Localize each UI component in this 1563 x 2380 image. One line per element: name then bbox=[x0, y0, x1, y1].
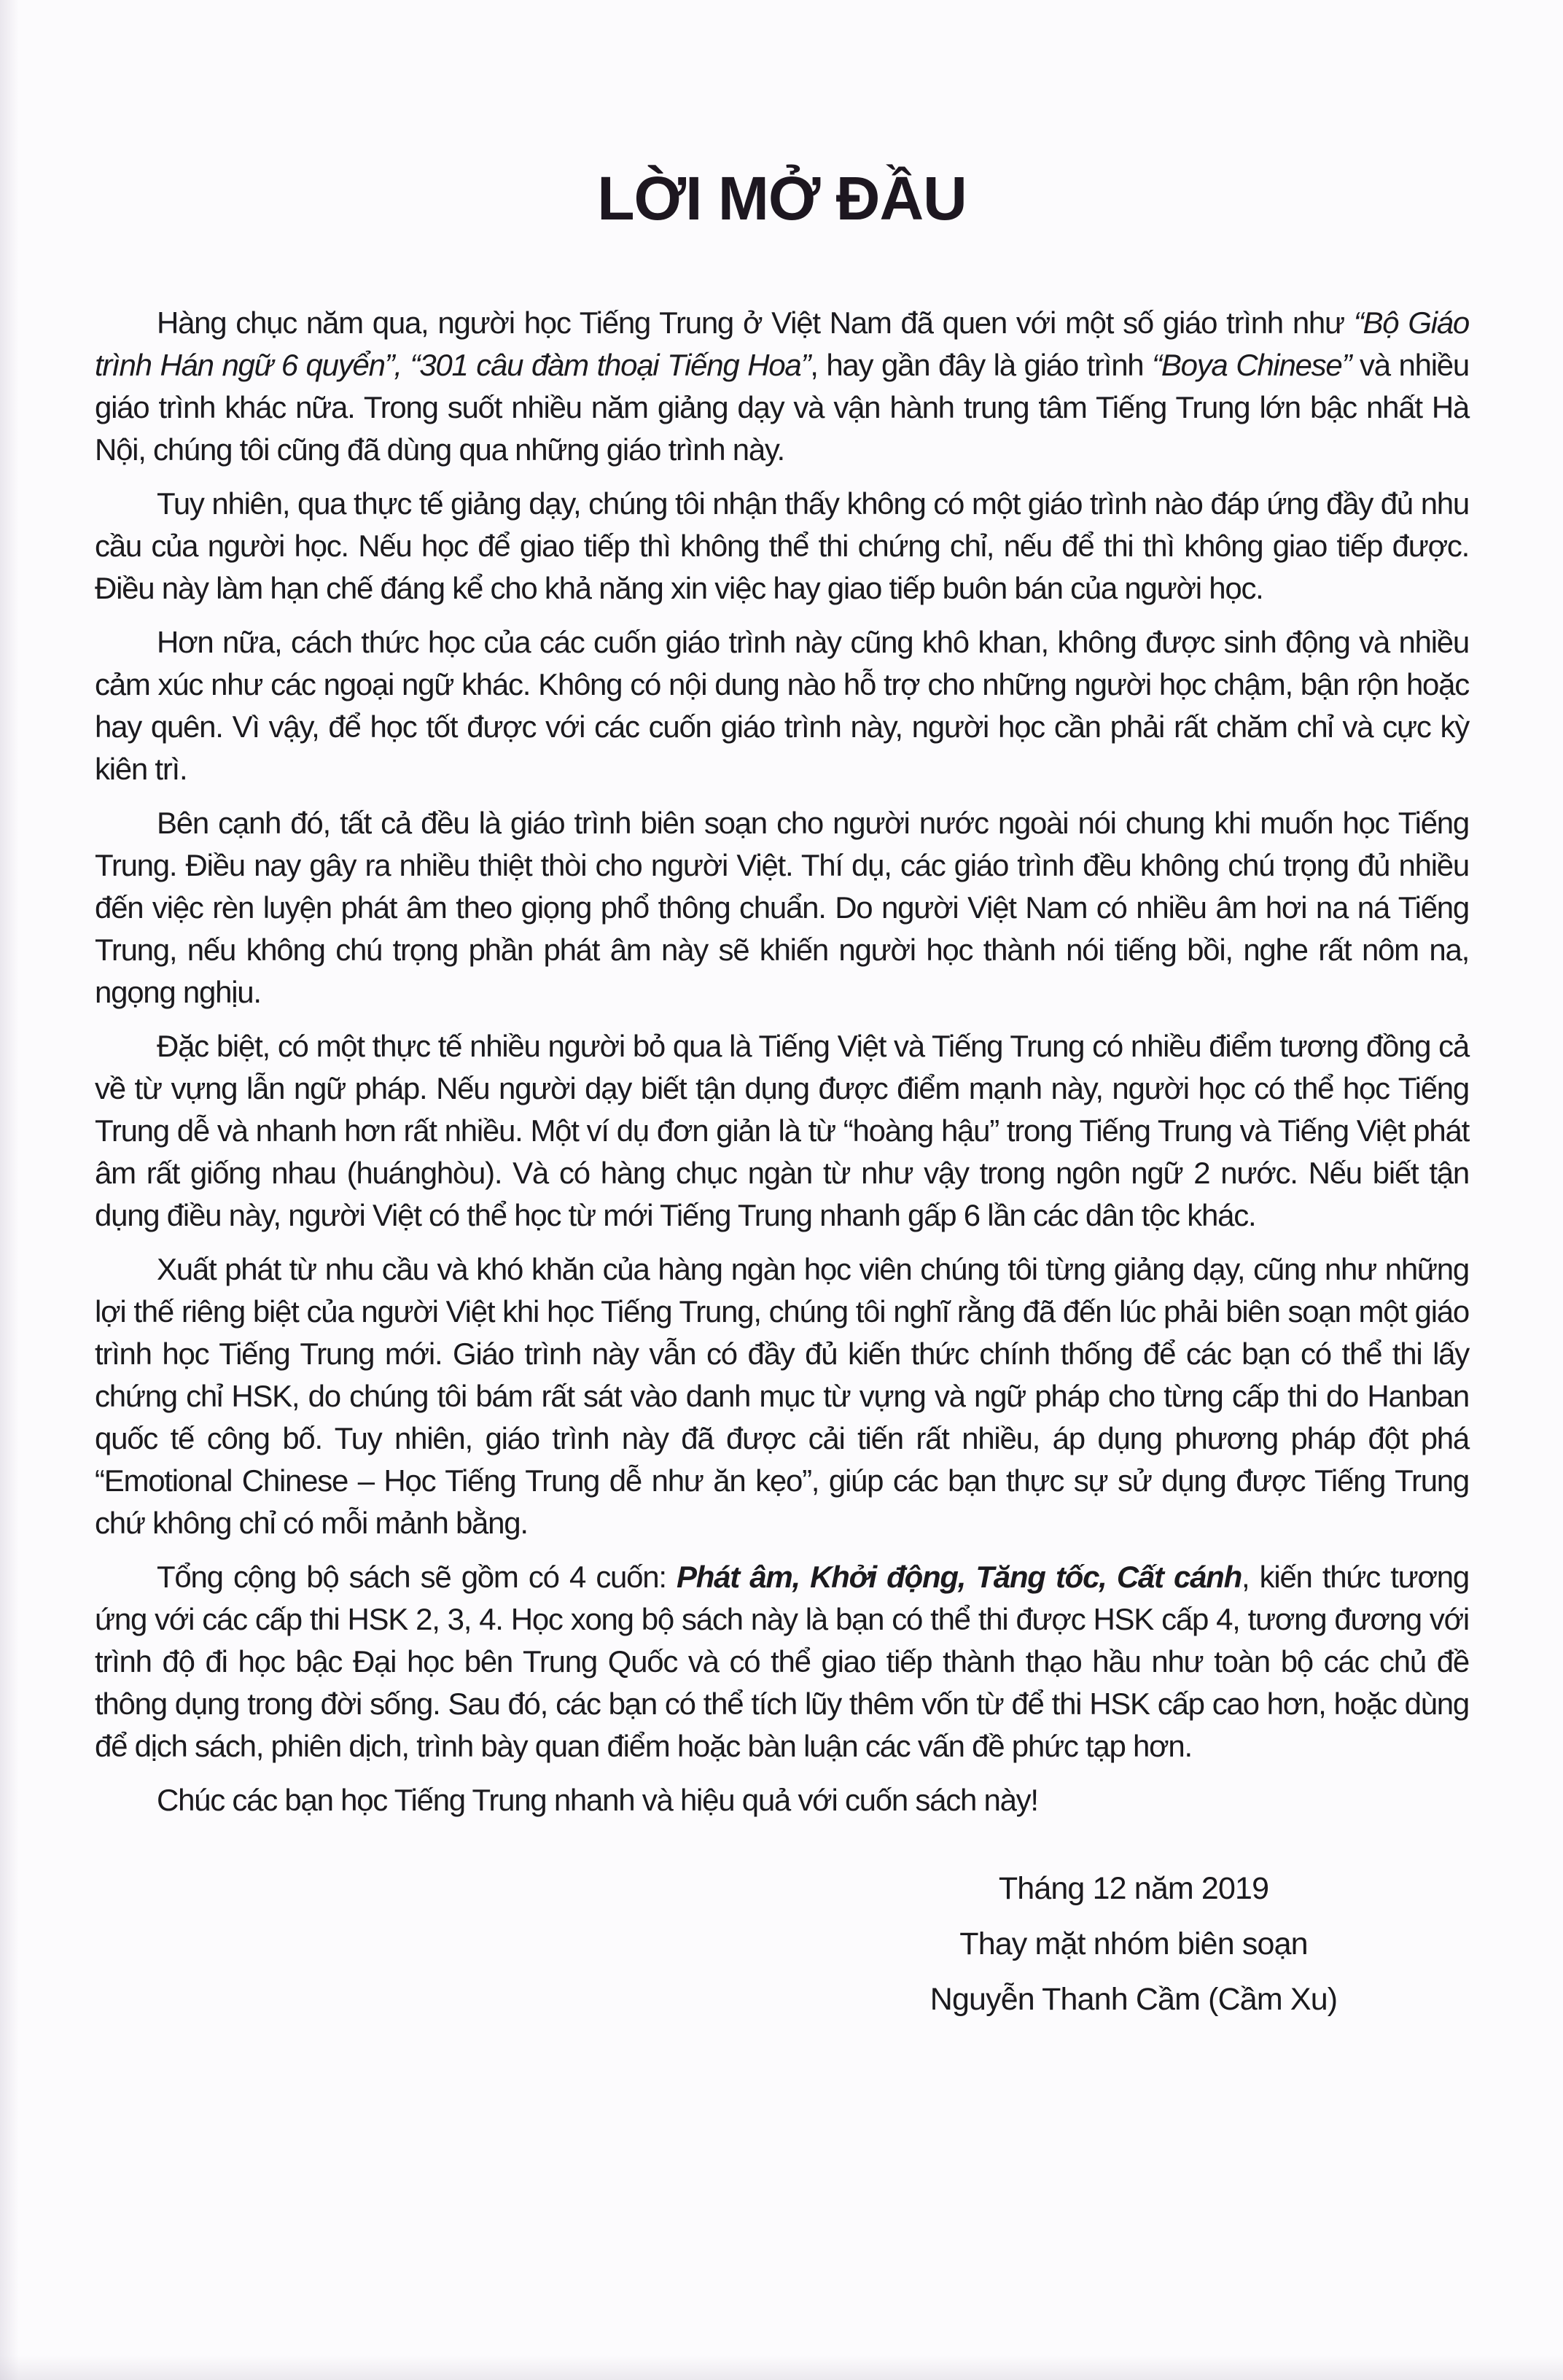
preface-content bbox=[95, 162, 1469, 2027]
paragraph-4: Bên cạnh đó, tất cả đều là giáo trình biên soạn cho người nước ngoài nói chung khi muốn học Tiếng Trung. Điều nay gây ra nhiều thiệt thòi cho người Việt. Thí dụ, các giáo trình đều không chú trọng đủ nhiều đến việc rèn luyện phát âm theo giọng phổ thông chuẩn. Do người Việt Nam có nhiều âm hơi na ná Tiếng Trung, nếu không chú trọng phần phát âm này sẽ khiến người học thành nói tiếng bồi, nghe rất nôm na, ngọng nghịu. bbox=[95, 806, 1469, 1009]
paragraph-6: Xuất phát từ nhu cầu và khó khăn của hàng ngàn học viên chúng tôi từng giảng dạy, cũng như những lợi thế riêng biệt của người Việt khi học Tiếng Trung, chúng tôi nghĩ rằng đã đến lúc phải biên soạn một giáo trình học Tiếng Trung mới. Giáo trình này vẫn có đầy đủ kiến thức chính thống để các bạn có thể thi lấy chứng chỉ HSK, do chúng tôi bám rất sát vào danh mục từ vựng và ngữ pháp cho từng cấp thi do Hanban quốc tế công bố. Tuy nhiên, giáo trình này đã được cải tiến rất nhiều, áp dụng phương pháp đột phá “Emotional Chinese – Học Tiếng Trung dễ như ăn kẹo”, giúp các bạn thực sự sử dụng được Tiếng Trung chứ không chỉ có mỗi mảnh bằng. bbox=[95, 1252, 1469, 1540]
signature-on-behalf: Thay mặt nhóm biên soạn bbox=[959, 1926, 1308, 1961]
signature-author: Nguyễn Thanh Cầm (Cầm Xu) bbox=[929, 1982, 1338, 2017]
paragraph-1: Hàng chục năm qua, người học Tiếng Trung ở Việt Nam đã quen với một số giáo trình như “Bộ Giáo trình Hán ngữ 6 quyển”, “301 câu đàm thoại Tiếng Hoa”, hay gần đây là giáo trình “Boya Chinese” và nhiều giáo trình khác nữa. Trong suốt nhiều năm giảng dạy và vận hành trung tâm Tiếng Trung lớn bậc nhất Hà Nội, chúng tôi cũng đã dùng qua những giáo trình này. bbox=[95, 306, 1469, 467]
left-edge-scan-shadow bbox=[0, 0, 19, 2380]
bottom-edge-scan-shadow bbox=[0, 2355, 1563, 2380]
signature-date: Tháng 12 năm 2019 bbox=[998, 1871, 1269, 1906]
paragraph-7: Tổng cộng bộ sách sẽ gồm có 4 cuốn: Phát âm, Khởi động, Tăng tốc, Cất cánh, kiến thức tương ứng với các cấp thi HSK 2, 3, 4. Học xong bộ sách này là bạn có thể thi được HSK cấp 4, tương đương với trình độ đi học bậc Đại học bên Trung Quốc và có thể giao tiếp thành thạo hầu như toàn bộ các chủ đề thông dụng trong đời sống. Sau đó, các bạn có thể tích lũy thêm vốn từ để thi HSK cấp cao hơn, hoặc dùng để dịch sách, phiên dịch, trình bày quan điểm hoặc bàn luận các vấn đề phức tạp hơn. bbox=[95, 1560, 1469, 1763]
paragraph-3: Hơn nữa, cách thức học của các cuốn giáo trình này cũng khô khan, không được sinh động và nhiều cảm xúc như các ngoại ngữ khác. Không có nội dung nào hỗ trợ cho những người học chậm, bận rộn hoặc hay quên. Vì vậy, để học tốt được với các cuốn giáo trình này, người học cần phải rất chăm chỉ và cực kỳ kiên trì. bbox=[95, 625, 1469, 786]
paragraph-5: Đặc biệt, có một thực tế nhiều người bỏ qua là Tiếng Việt và Tiếng Trung có nhiều điểm tương đồng cả về từ vựng lẫn ngữ pháp. Nếu người dạy biết tận dụng được điểm mạnh này, người học có thể học Tiếng Trung dễ và nhanh hơn rất nhiều. Một ví dụ đơn giản là từ “hoàng hậu” trong Tiếng Trung và Tiếng Việt phát âm rất giống nhau (huánghòu). Và có hàng chục ngàn từ như vậy trong ngôn ngữ 2 nước. Nếu biết tận dụng điều này, người Việt có thể học từ mới Tiếng Trung nhanh gấp 6 lần các dân tộc khác. bbox=[95, 1029, 1469, 1232]
signature-block bbox=[857, 1861, 1411, 2027]
preface-body bbox=[95, 302, 1469, 1821]
page-title: LỜI MỞ ĐẦU bbox=[597, 164, 967, 233]
closing-wish-line: Chúc các bạn học Tiếng Trung nhanh và hiệu quả với cuốn sách này! bbox=[157, 1783, 1038, 1817]
paragraph-2: Tuy nhiên, qua thực tế giảng dạy, chúng tôi nhận thấy không có một giáo trình nào đáp ứng đầy đủ nhu cầu của người học. Nếu học để giao tiếp thì không thể thi chứng chỉ, nếu để thi thì không giao tiếp được. Điều này làm hạn chế đáng kể cho khả năng xin việc hay giao tiếp buôn bán của người học. bbox=[95, 486, 1469, 605]
